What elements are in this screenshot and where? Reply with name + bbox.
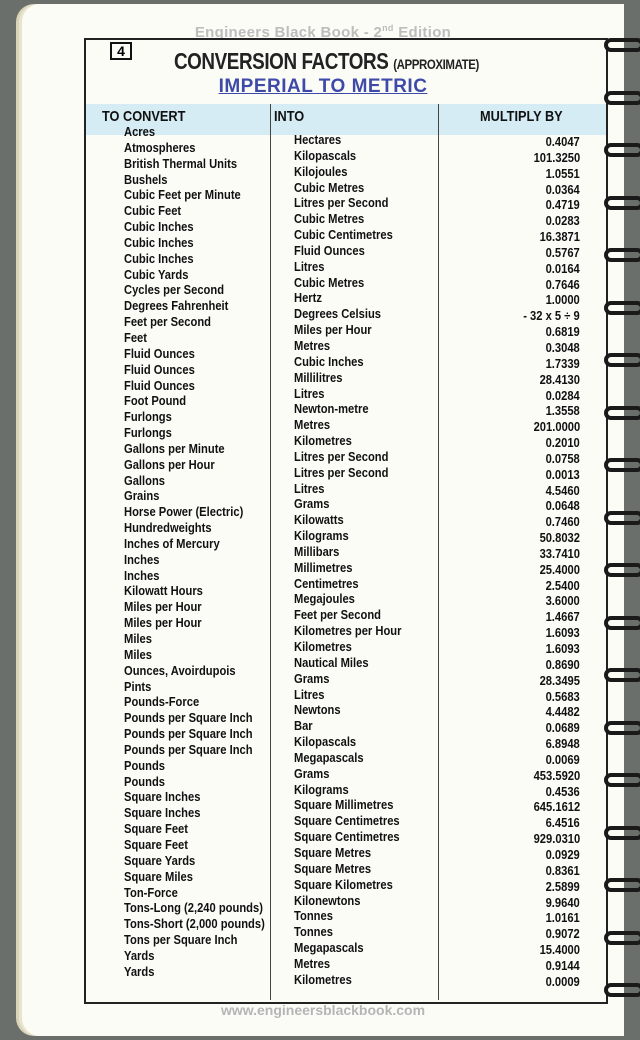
cell-multiply-by: 0.0284	[545, 387, 580, 403]
cell-into: Degrees Celsius	[294, 306, 382, 322]
cell-to-convert: Cubic Feet	[124, 203, 182, 219]
edition-superscript: nd	[382, 23, 394, 33]
cell-multiply-by: 0.0648	[545, 498, 580, 514]
cell-into: Tonnes	[294, 908, 333, 924]
cell-multiply-by: 0.0069	[545, 751, 580, 767]
spiral-ring-icon	[604, 826, 640, 840]
cell-to-convert: Yards	[124, 947, 155, 963]
cell-multiply-by: 0.0929	[545, 846, 580, 862]
spiral-ring-icon	[604, 511, 640, 525]
cell-to-convert: Pounds	[124, 773, 165, 789]
cell-multiply-by: 1.0000	[545, 292, 580, 308]
cell-multiply-by: 2.5400	[545, 577, 580, 593]
cell-into: Litres per Second	[294, 195, 389, 211]
cell-multiply-by: 0.0364	[545, 181, 580, 197]
cell-to-convert: Hundredweights	[124, 520, 212, 536]
cell-multiply-by: 16.3871	[539, 229, 580, 245]
cell-into: Kilometres	[294, 971, 352, 987]
table-row	[86, 726, 606, 752]
table-row	[86, 599, 606, 625]
cell-to-convert: Square Feet	[124, 836, 189, 852]
cell-into: Bar	[294, 718, 313, 734]
cell-to-convert: Square Yards	[124, 852, 196, 868]
cell-multiply-by: 0.4719	[545, 197, 580, 213]
table-row	[86, 615, 606, 641]
header-to-convert: TO CONVERT	[102, 108, 186, 125]
cell-multiply-by: 6.8948	[545, 736, 580, 752]
cell-to-convert: Cubic Inches	[124, 250, 194, 266]
conversion-table	[86, 124, 606, 989]
cell-to-convert: Cubic Inches	[124, 234, 194, 250]
cell-multiply-by: 0.5683	[545, 688, 580, 704]
table-row	[86, 456, 606, 482]
spiral-ring-icon	[604, 458, 640, 472]
page-subtitle: IMPERIAL TO METRIC	[218, 76, 428, 97]
cell-into: Square Metres	[294, 844, 372, 860]
table-row	[86, 963, 606, 989]
cell-multiply-by: 0.8361	[545, 862, 580, 878]
cell-into: Kilograms	[294, 528, 349, 544]
cell-to-convert: Pounds per Square Inch	[124, 741, 253, 757]
cell-into: Newton-metre	[294, 401, 369, 417]
spiral-ring-icon	[604, 406, 640, 420]
cell-into: Kilometres per Hour	[294, 623, 402, 639]
spiral-ring-icon	[604, 668, 640, 682]
cell-into: Kilometres	[294, 639, 352, 654]
spiral-ring-icon	[604, 91, 640, 105]
cell-multiply-by: 28.4130	[539, 371, 580, 387]
cell-multiply-by: 0.9072	[545, 926, 580, 942]
spiral-ring-icon	[604, 301, 640, 315]
edition-text: Edition	[393, 24, 452, 41]
cell-multiply-by: 0.5767	[545, 244, 580, 260]
cell-into: Cubic Metres	[294, 179, 365, 195]
cell-to-convert: Pounds-Force	[124, 694, 200, 710]
cell-to-convert: British Thermal Units	[124, 155, 238, 171]
cell-multiply-by: 101.3250	[533, 149, 580, 165]
cell-multiply-by: 1.7339	[545, 355, 580, 371]
spiral-ring-icon	[604, 196, 640, 210]
cell-to-convert: Fluid Ounces	[124, 345, 195, 361]
cell-to-convert: Cubic Feet per Minute	[124, 187, 241, 203]
table-row	[86, 789, 606, 815]
cell-to-convert: Miles	[124, 646, 152, 662]
table-row	[86, 234, 606, 260]
cell-into: Grams	[294, 496, 330, 512]
table-row	[86, 710, 606, 736]
cell-multiply-by: 645.1612	[533, 799, 580, 815]
cell-to-convert: Cubic Yards	[124, 266, 189, 282]
cell-into: Cubic Metres	[294, 274, 365, 290]
cell-multiply-by: 0.0164	[545, 260, 580, 276]
cell-multiply-by: 4.5460	[545, 482, 580, 498]
book-title: Engineers Black Book - 2	[194, 24, 383, 41]
cell-to-convert: Square Miles	[124, 868, 193, 884]
cell-into: Cubic Inches	[294, 353, 364, 369]
cell-to-convert: Square Feet	[124, 821, 189, 837]
cell-multiply-by: 1.0551	[545, 165, 580, 181]
title-qualifier: (APPROXIMATE)	[393, 56, 479, 72]
header-multiply-by: MULTIPLY BY	[480, 108, 563, 125]
cell-multiply-by: 9.9640	[545, 894, 580, 910]
cell-into: Square Metres	[294, 860, 372, 876]
table-row	[86, 741, 606, 767]
spiral-ring-icon	[604, 38, 640, 52]
header-into: INTO	[274, 108, 305, 125]
cell-to-convert: Furlongs	[124, 409, 172, 425]
cell-into: Litres	[294, 258, 325, 274]
table-row	[86, 314, 606, 340]
table-row	[86, 535, 606, 561]
cell-multiply-by: 201.0000	[533, 419, 580, 435]
cell-multiply-by: 0.8690	[545, 656, 580, 672]
cell-to-convert: Inches	[124, 551, 160, 567]
cell-to-convert: Pounds per Square Inch	[124, 726, 253, 742]
cell-to-convert: Feet	[124, 329, 147, 345]
cell-into: Square Kilometres	[294, 876, 393, 892]
cell-to-convert: Foot Pound	[124, 393, 187, 409]
cell-into: Nautical Miles	[294, 654, 369, 670]
cell-into: Metres	[294, 337, 331, 353]
cell-to-convert: Tons-Long (2,240 pounds)	[124, 900, 263, 916]
cell-multiply-by: 28.3495	[539, 672, 580, 688]
spiral-ring-icon	[604, 353, 640, 367]
cell-to-convert: Inches of Mercury	[124, 535, 220, 551]
cell-to-convert: Atmospheres	[124, 139, 196, 155]
spiral-ring-icon	[604, 773, 640, 787]
cell-to-convert: Cubic Inches	[124, 219, 194, 235]
cell-to-convert: Square Inches	[124, 789, 201, 805]
cell-to-convert: Gallons per Minute	[124, 440, 225, 456]
cell-multiply-by: 0.0689	[545, 720, 580, 736]
table-row	[86, 409, 606, 435]
cell-into: Kilojoules	[294, 163, 348, 179]
spiral-ring-icon	[604, 721, 640, 735]
cell-multiply-by: 0.7460	[545, 514, 580, 530]
cell-to-convert: Ounces, Avoirdupois	[124, 662, 236, 678]
cell-into: Metres	[294, 955, 331, 971]
cell-into: Kilonewtons	[294, 892, 361, 908]
cell-to-convert: Degrees Fahrenheit	[124, 298, 229, 314]
page-title	[80, 48, 574, 75]
cell-to-convert: Tons-Short (2,000 pounds)	[124, 916, 265, 932]
spiral-ring-icon	[604, 143, 640, 157]
cell-multiply-by: 1.0161	[545, 910, 580, 926]
cell-into: Megajoules	[294, 591, 355, 607]
cell-into: Hertz	[294, 290, 322, 306]
cell-into: Litres per Second	[294, 464, 389, 480]
table-row	[86, 947, 606, 973]
cell-into: Millilitres	[294, 369, 343, 385]
cell-into: Kilopascals	[294, 734, 357, 750]
spiral-ring-icon	[604, 878, 640, 892]
spiral-ring-icon	[604, 563, 640, 577]
table-row	[86, 219, 606, 245]
cell-to-convert: Fluid Ounces	[124, 361, 195, 377]
cell-into: Litres	[294, 686, 325, 702]
cell-to-convert: Miles	[124, 631, 152, 646]
cell-multiply-by: 0.7646	[545, 276, 580, 292]
cell-into: Grams	[294, 765, 330, 781]
cell-multiply-by: 25.4000	[539, 561, 580, 577]
cell-into: Kilowatts	[294, 512, 344, 528]
table-row	[86, 631, 606, 656]
cell-into: Kilograms	[294, 781, 349, 797]
cell-multiply-by: 4.4482	[545, 704, 580, 720]
cell-to-convert: Feet per Second	[124, 314, 211, 330]
cell-into: Newtons	[294, 702, 341, 718]
cell-multiply-by: 453.5920	[533, 767, 580, 783]
cell-to-convert: Acres	[124, 124, 156, 139]
cell-multiply-by: 0.0758	[545, 450, 580, 466]
cell-multiply-by: 1.3558	[545, 403, 580, 419]
cell-multiply-by: 1.6093	[545, 641, 580, 656]
table-row	[86, 821, 606, 847]
cell-to-convert: Pints	[124, 678, 152, 694]
cell-multiply-by: 15.4000	[539, 942, 580, 958]
cell-into: Litres	[294, 385, 325, 401]
cell-to-convert: Bushels	[124, 171, 168, 187]
cell-into: Kilopascals	[294, 147, 357, 163]
cell-multiply-by: 0.0283	[545, 213, 580, 229]
cell-into: Megapascals	[294, 749, 364, 765]
cell-multiply-by: 0.4536	[545, 783, 580, 799]
title-text: CONVERSION FACTORS	[173, 48, 389, 74]
cell-multiply-by: 6.4516	[545, 815, 580, 831]
cell-multiply-by: 3.6000	[545, 593, 580, 609]
cell-multiply-by: 0.3048	[545, 339, 580, 355]
cell-to-convert: Square Inches	[124, 805, 201, 821]
cell-into: Tonnes	[294, 924, 333, 940]
cell-multiply-by: 50.8032	[539, 530, 580, 546]
table-row	[86, 187, 606, 213]
cell-to-convert: Inches	[124, 567, 160, 583]
cell-into: Kilometres	[294, 433, 352, 449]
spiral-ring-icon	[604, 616, 640, 630]
cell-multiply-by: 33.7410	[539, 545, 580, 561]
cell-multiply-by: 0.2010	[545, 435, 580, 451]
cell-to-convert: Pounds per Square Inch	[124, 710, 253, 726]
cell-into: Megapascals	[294, 940, 364, 956]
cell-multiply-by: 1.4667	[545, 609, 580, 625]
cell-into: Metres	[294, 417, 331, 433]
cell-to-convert: Grains	[124, 488, 160, 504]
cell-to-convert: Furlongs	[124, 425, 172, 441]
cell-into: Fluid Ounces	[294, 242, 365, 258]
spiral-ring-icon	[604, 248, 640, 262]
cell-multiply-by: 929.0310	[533, 831, 580, 847]
cell-into: Litres per Second	[294, 448, 389, 464]
cell-to-convert: Yards	[124, 963, 155, 979]
footer-url: www.engineersblackbook.com	[220, 1002, 426, 1018]
cell-into: Millimetres	[294, 559, 353, 575]
cell-to-convert: Gallons per Hour	[124, 456, 215, 472]
cell-into: Square Centimetres	[294, 829, 400, 845]
cell-to-convert: Kilowatt Hours	[124, 583, 203, 599]
cell-multiply-by: 0.6819	[545, 324, 580, 340]
cell-into: Feet per Second	[294, 607, 381, 623]
cell-into: Litres	[294, 480, 325, 496]
cell-into: Square Centimetres	[294, 813, 400, 829]
cell-to-convert: Tons per Square Inch	[124, 932, 238, 948]
cell-into: Centimetres	[294, 575, 359, 591]
cell-to-convert: Ton-Force	[124, 884, 178, 900]
cell-multiply-by: - 32 x 5 ÷ 9	[523, 308, 580, 324]
page-number: 4	[110, 42, 132, 60]
cell-to-convert: Miles per Hour	[124, 615, 202, 631]
cell-to-convert: Fluid Ounces	[124, 377, 195, 393]
cell-to-convert: Cycles per Second	[124, 282, 225, 298]
cell-into: Grams	[294, 670, 330, 686]
cell-to-convert: Miles per Hour	[124, 599, 202, 615]
cell-to-convert: Gallons	[124, 472, 166, 488]
cell-into: Millibars	[294, 543, 340, 559]
spiral-ring-icon	[604, 931, 640, 945]
cell-to-convert: Pounds	[124, 757, 165, 773]
cell-multiply-by: 0.0013	[545, 466, 580, 482]
cell-into: Miles per Hour	[294, 322, 372, 338]
spiral-ring-icon	[604, 983, 640, 997]
cell-multiply-by: 1.6093	[545, 625, 580, 641]
cell-to-convert: Horse Power (Electric)	[124, 504, 244, 520]
cell-into: Cubic Centimetres	[294, 227, 393, 243]
cell-multiply-by: 0.4047	[545, 134, 580, 149]
cell-multiply-by: 0.0009	[545, 973, 580, 989]
cell-into: Hectares	[294, 132, 342, 147]
cell-into: Cubic Metres	[294, 211, 365, 227]
cell-into: Square Millimetres	[294, 797, 394, 813]
cell-multiply-by: 2.5899	[545, 878, 580, 894]
cell-multiply-by: 0.9144	[545, 957, 580, 973]
book-page	[22, 4, 624, 1036]
